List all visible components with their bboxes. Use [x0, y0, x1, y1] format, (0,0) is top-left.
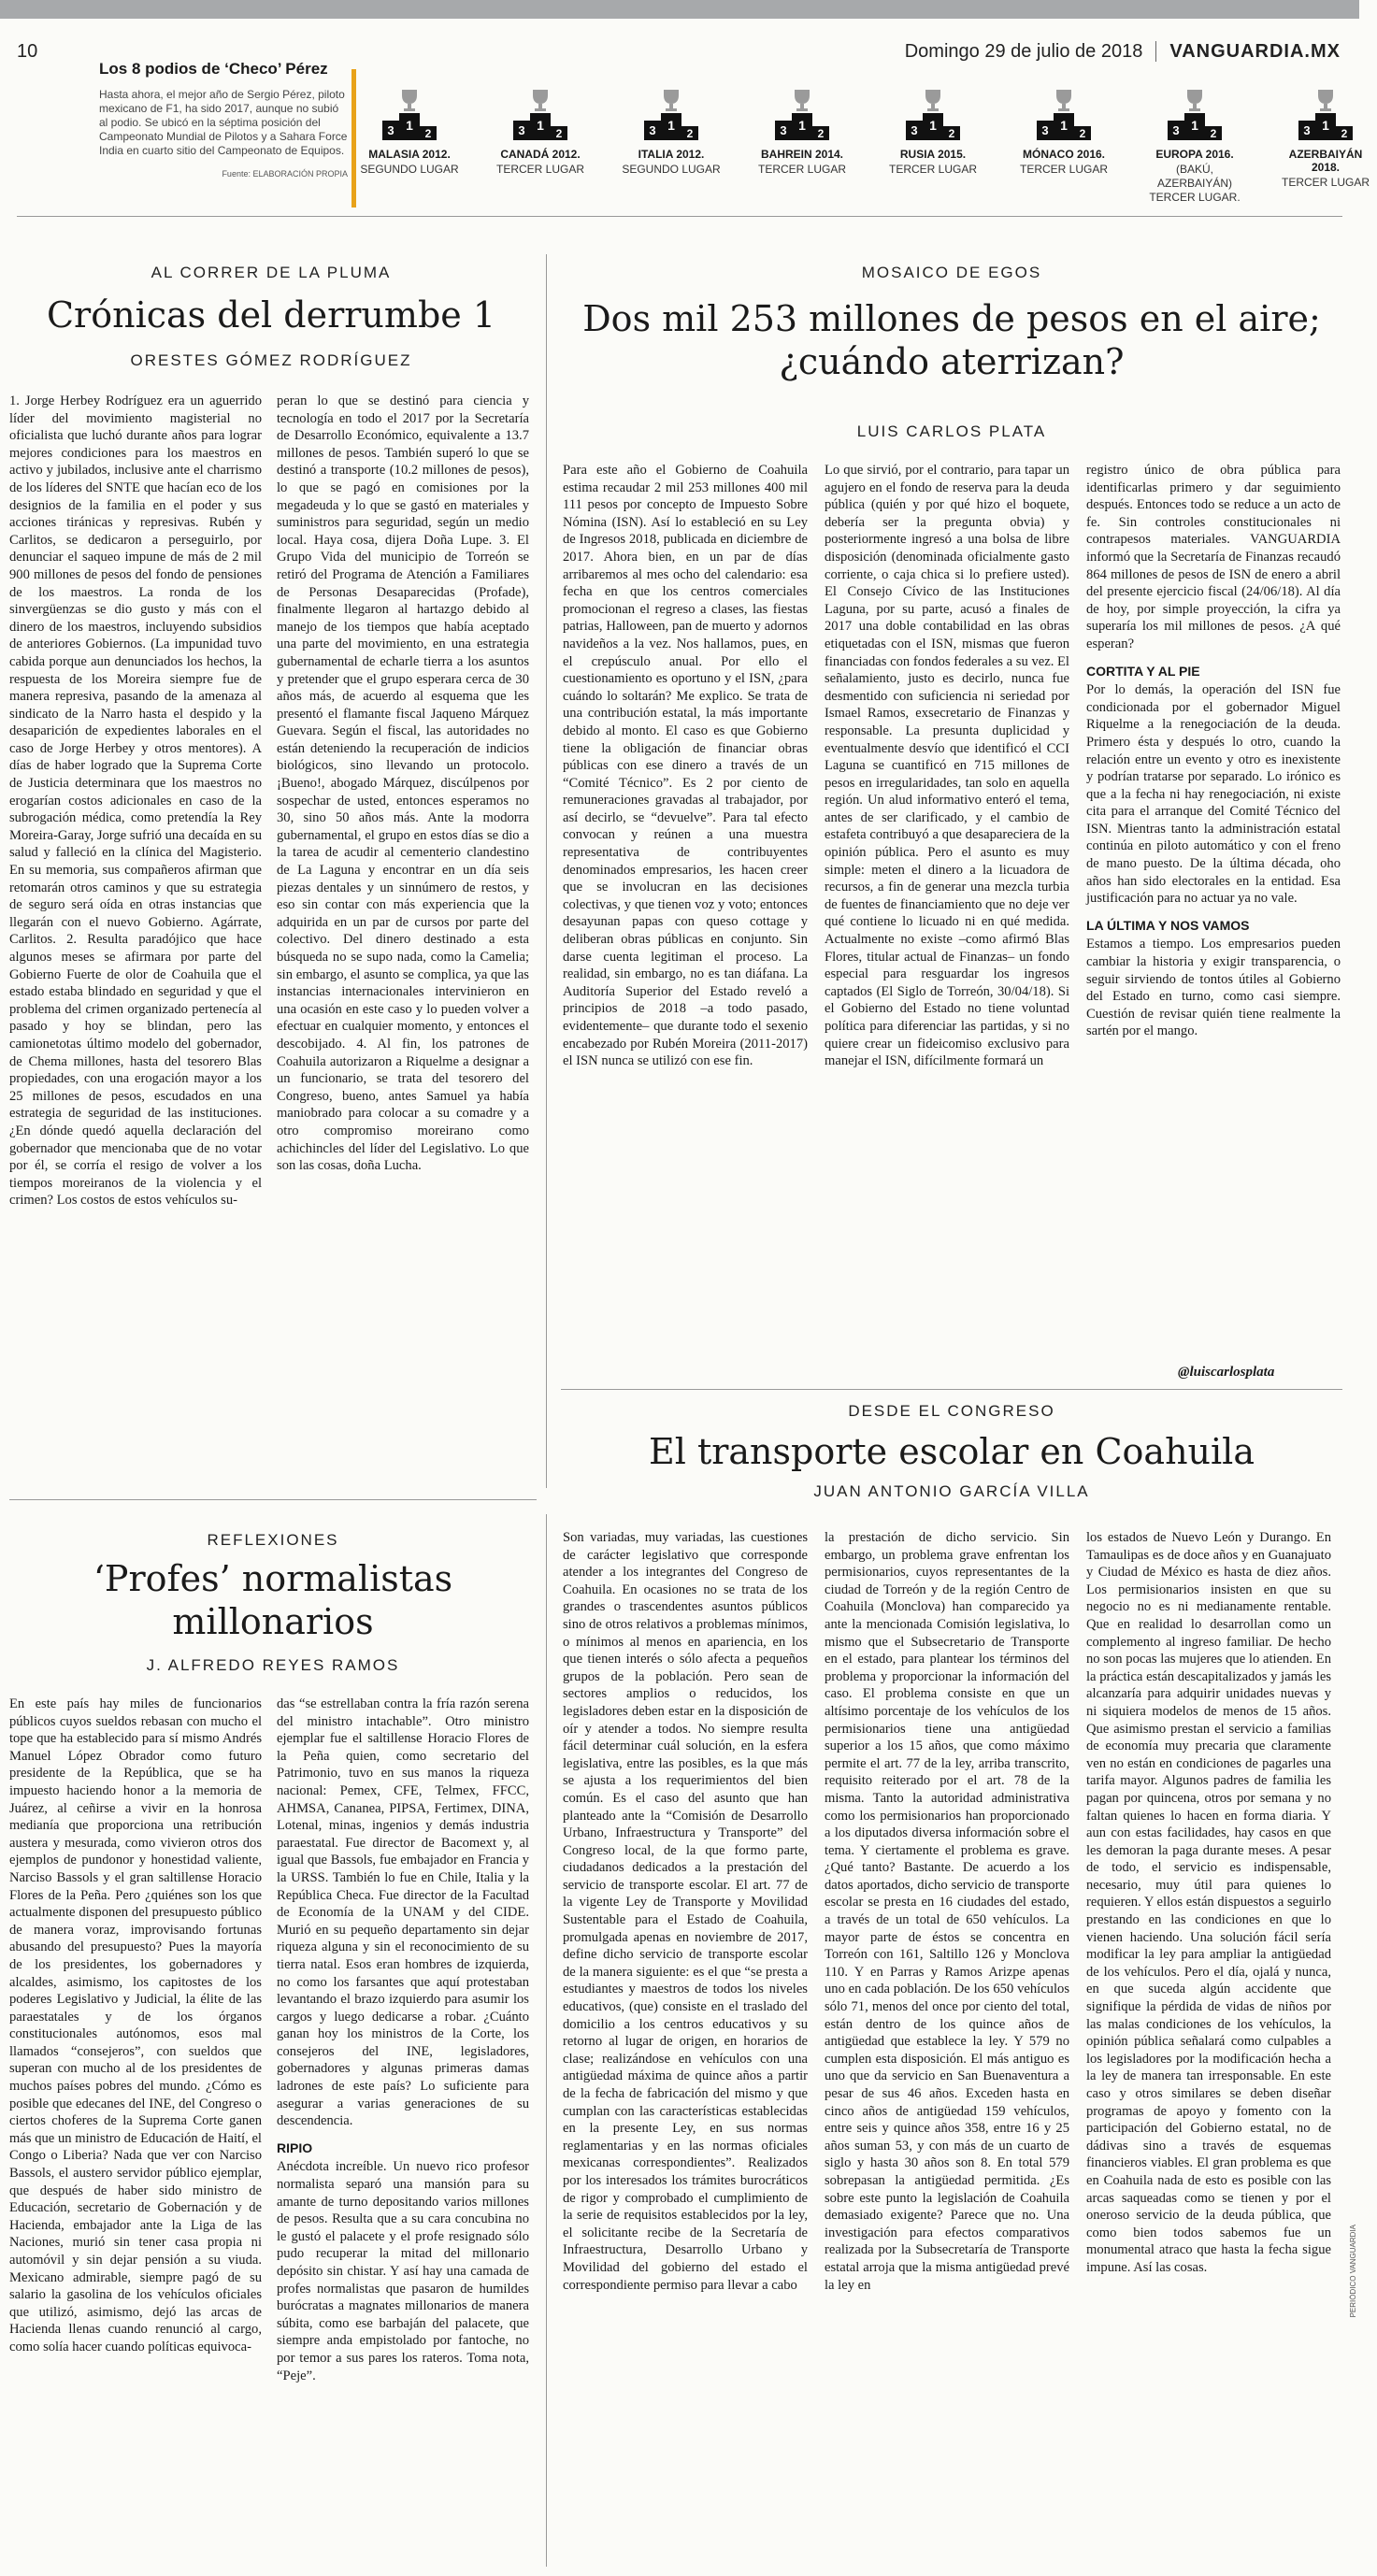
- article2-column-1: Para este año el Gobierno de Coahuila estima recaudar 2 mil 253 millones 400 mil 111 pesos por concepto de Impuesto Sobre Nómina (ISN). Así lo estableció en su Ley de Ingresos 2018, publicada en diciembre de 2017. Ahora bien, en un par de días arribaremos al mes ocho del calendario: esa fecha en que los centros comerciales promocionan el regreso a clases, las fiestas patrias, Halloween, pan de muerto y adornos navideños a la vez. Nos hallamos, pues, en el crepúsculo anual. Por ello el cuestionamiento es oportuno y el ISN, ¿para cuándo lo soltarán? Me explico. Se trata de una contribución estatal, la más importante debido al monto. El caso es que Gobierno tiene la obligación de financiar obras públicas con ese dinero a través de un “Comité Técnico”. Es 2 por ciento de remuneraciones gravadas al trabajador, por así decirlo, se “devuelve”. Para tal efecto convocan y reúnen a una muestra representativa de contribuyentes denominados empresarios, les hacen creer que se involucran en las decisiones colectivas, y que tienen voz y voto; entonces desayunan papas con queso cottage y deliberan obras públicas en conjunto. Sin darse cuenta legitiman el proceso. La realidad, sin embargo, no es tan diáfana. La Auditoría Superior del Estado reveló a principios de 2018 –a todo pasado, evidentemente– que durante todo el sexenio encabezado por Rubén Moreira (2011-2017) el ISN nunca se utilizó con ese fin.: [563, 463, 808, 1069]
- article3-kicker: REFLEXIONES: [207, 1531, 339, 1549]
- issue-date: Domingo 29 de julio de 2018: [904, 41, 1143, 62]
- podium-result: TERCER LUGAR: [495, 163, 584, 176]
- podium-race: CANADÁ 2012.: [500, 148, 581, 161]
- svg-text:2: 2: [1210, 127, 1217, 140]
- podium-result: TERCER LUGAR: [1019, 163, 1108, 176]
- podium-trophy-icon: [380, 88, 438, 142]
- svg-text:2: 2: [1341, 127, 1348, 140]
- svg-text:1: 1: [1322, 118, 1329, 133]
- podium-result: SEGUNDO LUGAR: [360, 163, 459, 176]
- podium-trophy-icon: [642, 88, 700, 142]
- svg-text:1: 1: [537, 118, 544, 133]
- svg-text:1: 1: [798, 118, 806, 133]
- svg-text:3: 3: [649, 123, 656, 137]
- article1-column-1: 1. Jorge Herbey Rodríguez era un aguerrido líder del movimiento magisterial no oficialista que luchó durante años para lograr mejores condiciones para los maestros en activo y jubilados, inclusive ante el charrismo de los líderes del SNTE que hacían eco de los designios de la familia en el poder y sus acciones tiránicas y represivas. Rubén y Carlitos, se dedicaron a perseguirlo, por denunciar el saqueo impune de más de 2 mil 900 millones de pesos del fondo de pensiones de los maestros. La ronda de los sinvergüenzas se dio gusto y más con el dinero de los maestros, incluyendo subsidios de anteriores Gobiernos. (La impunidad tuvo cabida porque aun denunciados los hechos, la respuesta de los Moreira siempre fue de manera represiva, pasando de la amenaza al sindicato de la Narro hasta el despido y la desaparición de expedientes laborales en el caso de Jorge Herbey y otros mentores). A días de haber logrado que la Suprema Corte de Justicia determinara que los maestros no erogarían costos adicionales en caso de la subrogación médica, como pretendía la Rey Moreira-Garay, Jorge sufrió una decaída en su salud y falleció en la clínica del Magisterio. En su memoria, sus compañeros afirman que retomarán otros caminos y que su estrategia de seguro será oída en otras instancias que llegarán con el nuevo Gobierno. Agárrate, Carlitos. 2. Resulta paradójico que hace algunos meses se afirmara por parte del Gobierno Fuerte de olor de Coahuila que el estado estaba blindado en seguridad y que el problema del crimen organizado pertenecía al pasado y hoy se blindan, pero las camionetotas último modelo del gobernador, de Chema millones, hasta del tesorero Blas propiedades, con una erogación mayor a los 25 millones de pesos, escudados en una estrategia de seguridad de las instituciones. ¿En dónde quedó aquella declaración del gobernador que mencionaba que de no votar por él, se corría el resigo de volver a los tiempos moreiranos de la violencia y el crimen? Los costos de estos vehículos su-: [9, 394, 262, 1209]
- article1-kicker: AL CORRER DE LA PLUMA: [151, 264, 392, 281]
- svg-text:2: 2: [817, 127, 825, 140]
- svg-text:1: 1: [1191, 118, 1198, 133]
- podium-race: ITALIA 2012.: [638, 148, 705, 161]
- podiums-source: Fuente: ELABORACIÓN PROPIA: [222, 169, 348, 179]
- author-handle: @luiscarlosplata: [1178, 1365, 1275, 1380]
- article2-subhead-1: CORTITA Y AL PIE: [1086, 663, 1200, 679]
- article4-byline: JUAN ANTONIO GARCÍA VILLA: [813, 1482, 1090, 1500]
- article3-subhead: RIPIO: [277, 2140, 313, 2155]
- site-name: VANGUARDIA.MX: [1155, 41, 1341, 62]
- column-divider-lower: [546, 1514, 547, 2567]
- podium-race: RUSIA 2015.: [899, 148, 967, 161]
- column-divider: [546, 254, 547, 1488]
- podium-trophy-icon: [511, 88, 569, 142]
- podium-race: BAHREIN 2014.: [760, 148, 844, 161]
- podium-item: [1012, 88, 1115, 177]
- accent-bar: [351, 69, 356, 208]
- article2-column-3: registro único de obra pública para identificarlas primero y dar seguimiento después. Entonces todo se reduce a un acto de fe. Sin controles constitucionales ni contrapesos materiales. VANGUARDIA informó que la Secretaría de Finanzas recaudó 864 millones de pesos de ISN de enero a abril del presente ejercicio fiscal (24/06/18). Al día de hoy, por simple proyección, la cifra ya superaría los mil millones de pesos. ¿A qué esperan? CORTITA Y AL PIE Por lo demás, la operación del ISN fue condicionada por el gobernador Miguel Riquelme a la renegociación de la deuda. Primero ésta y después lo otro, cuando la relación entre un evento y otro es inexistente y podrían tratarse por separado. Lo irónico es que a la fecha ni hay renegociación, ni existe cita para el arranque del Comité Técnico del ISN. Mientras tanto la administración estatal continúa en piloto automático y con el freno de mano puesto. De la última década, oho años han sido electorales en la entidad. Esa justificación para no actuar ya no vale. LA ÚLTIMA Y NOS VAMOS Estamos a tiempo. Los empresarios pueden cambiar la historia y exigir transparencia, o seguir sirviendo de tontos útiles al Gobierno del Estado en turno, como casi siempre. Cuestión de revisar quién tiene realmente la sartén por el mango.: [1086, 463, 1341, 1039]
- podiums-description: Hasta ahora, el mejor año de Sergio Pérez, piloto mexicano de F1, ha sido 2017, aunque no subió al podio. Se ubicó en la séptima posición del Campeonato Mundial de Pilotos y a Sahara Force India en cuarto sitio del Campeonato de Equipos.: [99, 88, 348, 157]
- photo-credit-vertical: PERIÓDICO VANGUARDIA: [1349, 2225, 1357, 2318]
- podium-item: [1274, 88, 1377, 190]
- article3-column-1: En este país hay miles de funcionarios públicos cuyos sueldos rebasan con mucho el tope que ha establecido para sí mismo Andrés Manuel López Obrador como futuro presidente de la República, que se ha impuesto haciendo honor a la memoria de Juárez, al ceñirse a vivir en la honrosa medianía que proporciona una retribución austera y mesurada, como vivieron otros dos ejemplos de pundonor y honestidad valiente, Narciso Bassols y el gran saltillense Horacio Flores de la Peña. Pero ¿quiénes son los que actualmente disponen del presupuesto público de manera voraz, improvisando fortunas abusando del presupuesto? Pues la mayoría de los presidentes, los gobernadores y alcaldes, asimismo, los capitostes de los poderes Legislativo y Judicial, la élite de las paraestatales y de los órganos constitucionales autónomos, esos mal llamados “consejeros”, con sueldos que superan con mucho al de los presidentes de muchos países pobres del mundo. ¿Cómo es posible que edecanes del INE, del Congreso o ciertos choferes de la Suprema Corte ganen más que un ministro de Educación de Haití, el Congo o Liberia? Nada que ver con Narciso Bassols, el austero servidor público ejemplar, que después de haber sido ministro de Educación, secretario de Gobernación y de Hacienda, embajador ante la Liga de las Naciones, murió sin tener casa propia ni automóvil y sin dejar pensión a su viuda. Mexicano admirable, siempre pagó de su salario la gasolina de los vehículos oficiales que utilizó, asimismo, dejó las arcas de Hacienda llenas cuando renunció al cargo, como solía hacer cuando políticas equivoca-: [9, 1696, 262, 2354]
- article4-kicker: DESDE EL CONGRESO: [848, 1402, 1055, 1420]
- podium-trophy-icon: [1035, 88, 1093, 142]
- svg-text:3: 3: [1041, 123, 1049, 137]
- svg-text:1: 1: [667, 118, 675, 133]
- article3-column-2: das “se estrellaban contra la fría razón serena del ministro intachable”. Otro ministro ejemplar fue el saltillense Horacio Flores de la Peña quien, como secretario del Patrimonio, tuvo en sus manos la riqueza nacional: Pemex, CFE, Telmex, FFCC, AHMSA, Cananea, PIPSA, Fertimex, DINA, Lotenal, minas, ingenios y demás industria paraestatal. Fue director de Bacomext y, al igual que Bassols, fue embajador en Francia y la URSS. También lo fue en Chile, Italia y la República Checa. Fue director de la Facultad de Economía de la UNAM y del CIDE. Murió en su pequeño departamento sin dejar riqueza alguna y sin el reconocimiento de su tierra natal. Esos eran hombres de izquierda, no como los farsantes que aquí protestaban levantando el brazo izquierdo para asumir los cargos y luego dedicarse a robar. ¿Cuánto ganan hoy los ministros de la Corte, los consejeros del INE, legisladores, gobernadores y algunas primeras damas ladrones de este país? Lo suficiente para asegurar a varias generaciones de su descendencia. RIPIO Anécdota increíble. Un nuevo rico profesor normalista separó una mansión para su amante de turno depositando varios millones de pesos. Resulta que a su cara concubina no le gustó el palacete y el profe resignado sólo pudo recuperar la mitad del millonario depósito sin chistar. Y así hay una camada de profes normalistas que pasaron de humildes burócratas a magnates millonarios de manera súbita, como ese barbaján del palacete, que siempre anda empistolado por fantoche, no por temor a sus pares los rateros. Toma nota, “Peje”.: [277, 1696, 529, 2383]
- svg-text:2: 2: [424, 127, 432, 140]
- section-divider-left: [9, 1499, 537, 1500]
- svg-text:1: 1: [929, 118, 937, 133]
- article1-headline: Crónicas del derrumbe 1: [46, 294, 496, 336]
- podium-race: MÓNACO 2016.: [1022, 148, 1106, 161]
- svg-text:3: 3: [780, 123, 787, 137]
- podium-trophy-icon: [773, 88, 831, 142]
- svg-text:2: 2: [555, 127, 563, 140]
- svg-text:3: 3: [387, 123, 394, 137]
- top-color-bar: [0, 0, 1359, 19]
- podium-item: [882, 88, 984, 177]
- podium-trophy-icon: [1297, 88, 1355, 142]
- article3-headline: ‘Profes’ normalistas millonarios: [93, 1558, 453, 1642]
- podiums-infographic: [17, 60, 1370, 217]
- svg-text:3: 3: [518, 123, 525, 137]
- podium-race: AZERBAIYÁN 2018.: [1288, 148, 1363, 174]
- section-divider: [561, 1389, 1342, 1390]
- podium-result: TERCER LUGAR: [888, 163, 977, 176]
- podiums-intro: [99, 60, 348, 179]
- podium-race: EUROPA 2016.: [1155, 148, 1234, 161]
- page-number: 10: [17, 41, 38, 62]
- svg-text:2: 2: [948, 127, 955, 140]
- podium-item: [751, 88, 853, 177]
- podium-race: MALASIA 2012.: [368, 148, 451, 161]
- svg-text:3: 3: [911, 123, 918, 137]
- article2-byline: LUIS CARLOS PLATA: [856, 422, 1047, 440]
- podium-item: [358, 88, 461, 177]
- podium-result: (BAKÚ, AZERBAIYÁN) TERCER LUGAR.: [1149, 163, 1241, 204]
- article2-column-2: Lo que sirvió, por el contrario, para tapar un agujero en el fondo de reserva para la deuda pública (quién y por qué hizo el boquete, debería ser la pregunta obvia) y posteriormente ingresó a una bolsa de libre disposición (denominada oficialmente gasto corriente, o caja chica si lo prefiere usted). El Consejo Cívico de las Instituciones Laguna, por su parte, acusó a finales de 2017 una doble contabilidad en las obras etiquetadas con el ISN, mismas que fueron financiadas con fondos federales a su vez. El señalamiento, justo es decirlo, nunca fue desmentido con suficiencia ni seriedad por Ismael Ramos, exsecretario de Finanzas y responsable. La presunta duplicidad y eventualmente desvío que identificó el CCI Laguna se cuantificó en 715 millones de pesos en irregularidades, tan solo en aquella región. Un alud informativo enteró el tema, antes de ser clarificado, y el cambio de estafeta contribuyó a que desapareciera de la opinión pública. Pero el asunto es muy simple: meten el dinero a la licuadora de recursos, a fin de generar una mezcla turbia de fuentes de financiamiento que no deje ver qué contiene lo licuado ni en qué medida. Actualmente no existe –como afirmó Blas Flores, titular actual de Finanzas– un fondo especial para resguardar los ingresos captados (El Siglo de Torreón, 30/04/18). Si el Gobierno del Estado no tiene voluntad política para diferenciar las partidas, y si no quiere crear un fideicomiso exclusivo para manejar el ISN, difícilmente formará un: [825, 463, 1069, 1069]
- article1-column-2: peran lo que se destinó para ciencia y tecnología en todo el 2017 por la Secretaría de Desarrollo Económico, equivalente a 13.7 millones de pesos. También superó lo que se destinó a transporte (10.2 millones de pesos), lo que se pagó en comisiones por la megadeuda y lo que se gastó en materiales y suministros para seguridad, según un medio local. Haya cosa, dijera Doña Lupe. 3. El Grupo Vida del municipio de Torreón se retiró del Programa de Atención a Familiares de Personas Desaparecidas (Profade), finalmente llegaron al hartazgo debido al manejo de los tiempos que había aceptado una parte del movimiento, en una estrategia gubernamental de echarle tierra a los asuntos y pretender que el grupo esperara cerca de 30 años más, de acuerdo al esquema que les presentó el flamante fiscal Jaqueno Márquez Guevara. Según el fiscal, las autoridades no están deteniendo la recuperación de indicios biológicos, sino llevando un protocolo. ¡Bueno!, abogado Márquez, discúlpenos por sospechar de usted, entonces esperamos no 30, sino 50 años más. Ante la modorra gubernamental, el grupo en estos días se dio a la tarea de acudir al cementerio clandestino de La Laguna y encontrar en un día seis piezas dentales y un sinnúmero de restos, y eso sin contar con más experiencia que la adquirida en un par de cursos por parte del colectivo. Del dinero destinado a esta búsqueda no se supo nada, como la Camelia; sin embargo, el asunto se complica, ya que las instancias internacionales intervinieron en una ocasión en este caso y lo pueden volver a efectuar en cualquier momento, y entonces el descobijado. 4. Al fin, los patrones de Coahuila autorizaron a Riquelme a designar a un funcionario, se trata del tesorero del Congreso, bueno, antes Samuel ya había maniobrado para colocar a su comadre y a otro compromiso moreirano como achichincles del líder del Legislativo. Lo que son las cosas, doña Lucha.: [277, 394, 529, 1174]
- svg-text:2: 2: [686, 127, 694, 140]
- podium-item: [1143, 88, 1246, 205]
- podium-item: [620, 88, 723, 177]
- article2-subhead-2: LA ÚLTIMA Y NOS VAMOS: [1086, 917, 1250, 933]
- svg-text:1: 1: [1060, 118, 1068, 133]
- article4-headline: El transporte escolar en Coahuila: [648, 1431, 1255, 1472]
- podium-result: TERCER LUGAR: [1281, 176, 1370, 189]
- article1-byline: ORESTES GÓMEZ RODRÍGUEZ: [130, 351, 412, 369]
- svg-text:3: 3: [1172, 123, 1180, 137]
- podium-trophy-icon: [904, 88, 962, 142]
- svg-text:3: 3: [1303, 123, 1311, 137]
- podium-trophy-icon: [1166, 88, 1224, 142]
- podium-result: TERCER LUGAR: [757, 163, 846, 176]
- article3-byline: J. ALFREDO REYES RAMOS: [146, 1656, 400, 1674]
- podium-result: SEGUNDO LUGAR: [622, 163, 721, 176]
- article2-headline: Dos mil 253 millones de pesos en el aire; ¿cuándo aterrizan?: [582, 298, 1321, 382]
- podium-item: [489, 88, 592, 177]
- article4-column-3: los estados de Nuevo León y Durango. En Tamaulipas es de doce años y en Guanajuato y Ciudad de México es hasta de diez años. Los permisionarios insisten en que su negocio no es ni medianamente rentable. Que en realidad lo desarrollan como un complemento al ingreso familiar. De hecho no son pocas las mujeres que lo atienden. En la práctica están descapitalizados y jamás les alcanzaría para adquirir unidades nuevas y ni siquiera modelos de menos de 15 años. Que asimismo prestan el servicio a familias de economía muy precaria que claramente ven no están en condiciones de pagarles una tarifa mayor. Algunos padres de familia les pagan por quincena, otros por semana y no faltan quienes lo hacen en forma diaria. Y aun con estas facilidades, hay casos en que les demoran la paga durante meses. A pesar de todo, el servicio es indispensable, necesario, muy útil para quienes lo requieren. Y ellos están dispuestos a seguirlo prestando en las condiciones en que lo vienen haciendo. Una solución fácil sería modificar la ley para ampliar la antigüedad de los vehículos. Pero el día, ojalá y nunca, en que suceda algún accidente que signifique la pérdida de vidas de niños por las malas condiciones de los vehículos, la opinión pública señalará como culpables a los legisladores por la modificación hecha a la ley de manera tan irresponsable. En este caso y otros similares se deben diseñar programas de apoyo y fomento con la participación del Gobierno estatal, no de dádivas sino a través de esquemas financieros viables. El gran problema es que en Coahuila nada de esto es posible con las arcas saqueadas como se tienen y por el oneroso servicio de la deuda pública, que como bien todos sabemos fue un monumental atraco que hasta la fecha sigue impune. Así las cosas.: [1086, 1530, 1331, 2275]
- article4-column-2: la prestación de dicho servicio. Sin embargo, un problema grave enfrentan los permisionarios, cuyos representantes de la ciudad de Torreón y de la región Centro de Coahuila (Monclova) han comparecido ya ante la mencionada Comisión legislativa, lo mismo que el Subsecretario de Transporte en el estado, para plantear los términos del problema y proporcionar la información del caso. El problema consiste en que un altísimo porcentaje de los vehículos de los permisionarios tiene una antigüedad superior a los 15 años, que como máximo permite el art. 77 de la ley, arriba transcrito, requisito reiterado por el art. 78 de la misma. Tanto la autoridad administrativa como los permisionarios han proporcionado a los diputados diversa información sobre el tema. Y ciertamente el problema es grave. ¿Qué tanto? Bastante. De acuerdo a los datos aportados, dicho servicio de transporte escolar se presta en 16 ciudades del estado, a través de un total de 650 vehículos. La mayor parte de éstos se concentra en Torreón con 161, Saltillo 126 y Monclova 110. Y en Parras y Ramos Arizpe apenas uno en cada población. De los 650 vehículos sólo 71, menos del once por ciento del total, están dentro de los quince años de antigüedad que establece la ley. Y 579 no cumplen esta disposición. El más antiguo es uno que da servicio en San Buenaventura a pesar de sus 46 años. Exceden hasta en cinco años de antigüedad 159 vehículos, entre seis y quince años 358, entre 16 y 25 años suman 53, y con más de un cuarto de siglo y hasta 30 años son 8. En total 579 sobrepasan la antigüedad permitida. ¿Es sobre este punto la legislación de Coahuila demasiado exigente? Parece que no. Una investigación para efectos comparativos realizada por la Subsecretaría de Transporte estatal arroja que la misma antigüedad prevé la ley en: [825, 1530, 1069, 2293]
- svg-text:2: 2: [1079, 127, 1086, 140]
- article2-kicker: MOSAICO DE EGOS: [861, 264, 1042, 281]
- article4-column-1: Son variadas, muy variadas, las cuestiones de carácter legislativo que corresponde atender a los integrantes del Congreso de Coahuila. En ocasiones no se trata de los grandes o trascendentes asuntos públicos sino de otros relativos a problemas mínimos, o mínimos al menos en apariencia, en los que tienen interés o sólo afecta a pequeños grupos de la población. Pero sean de sectores amplios o reducidos, los legisladores deben estar en la disposición de oír y atender a todos. No siempre resulta fácil determinar cuál solución, en la esfera legislativa, entre las posibles, es la que más se ajusta a los requerimientos del bien común. Es el caso del asunto que han planteado ante la “Comisión de Desarrollo Urbano, Infraestructura y Transporte” del Congreso local, de la que formo parte, ciudadanos dedicados a la prestación del servicio de transporte escolar. El art. 77 de la vigente Ley de Transporte y Movilidad Sustentable para el Estado de Coahuila, promulgada apenas en noviembre de 2017, define dicho servicio de transporte escolar de la manera siguiente: es el que “se presta a estudiantes y maestros de todos los niveles educativos, (que) consiste en el traslado del domicilio a los centros educativos y su retorno al lugar de origen, en horarios de clase; realizándose en vehículos con una antigüedad máxima de quince años a partir de la fecha de fabricación del mismo y que cumplan con las características establecidas en la presente Ley, en sus normas reglamentarias y en las normas oficiales mexicanas correspondientes”. Realizados por los interesados los trámites burocráticos de rigor y comprobado el cumplimiento de la serie de requisitos establecidos por la ley, el solicitante recibe de la Secretaría de Infraestructura, Desarrollo Urbano y Movilidad del gobierno del estado el correspondiente permiso para llevar a cabo: [563, 1530, 808, 2293]
- podiums-title: Los 8 podios de ‘Checo’ Pérez: [99, 60, 328, 78]
- svg-text:1: 1: [406, 118, 413, 133]
